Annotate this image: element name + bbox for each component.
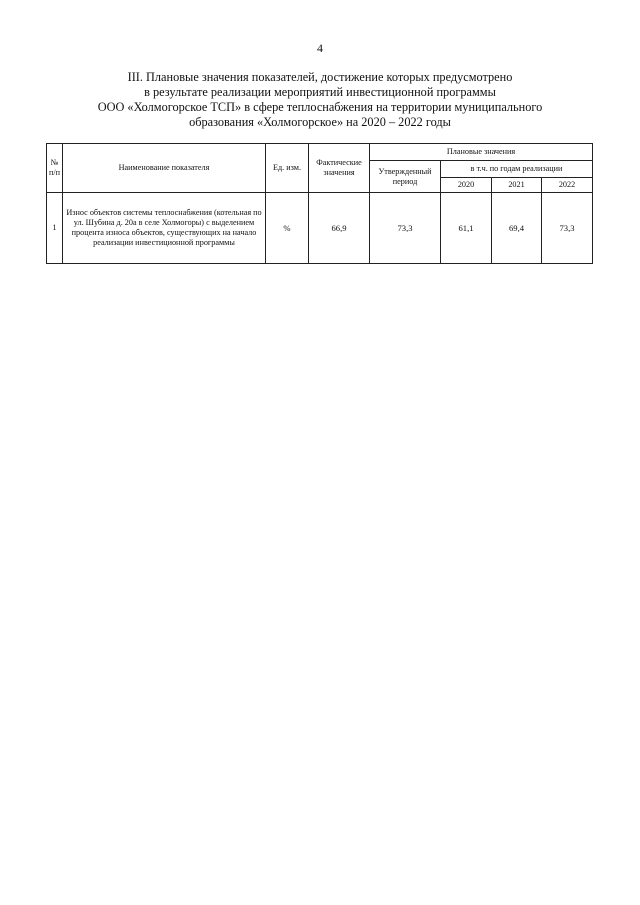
title-line-3: ООО «Холмогорское ТСП» в сфере теплоснабжения на территории муниципального — [97, 100, 543, 114]
header-year-2020: 2020 — [441, 178, 492, 193]
header-approved-period: Утвержденный период — [370, 161, 441, 193]
row-value-2021: 69,4 — [492, 193, 542, 264]
header-year-2021: 2021 — [492, 178, 542, 193]
row-value-2022: 73,3 — [542, 193, 593, 264]
row-value-2020: 61,1 — [441, 193, 492, 264]
row-indicator-name: Износ объектов системы теплоснабжения (котельная по ул. Шубина д. 20а в селе Холмогоры) с выделением процента износа объектов, существующих на начало реализации инвестиционной программы — [63, 193, 266, 264]
title-line-2: в результате реализации мероприятий инвестиционной программы — [144, 85, 496, 99]
header-row-1 — [47, 144, 593, 161]
header-name: Наименование показателя — [63, 144, 266, 193]
header-planned: Плановые значения — [370, 144, 593, 161]
title-line-1: III. Плановые значения показателей, достижение которых предусмотрено — [127, 70, 513, 84]
header-year-2022: 2022 — [542, 178, 593, 193]
row-approved-period: 73,3 — [370, 193, 441, 264]
title-line-4: образования «Холмогорское» на 2020 – 2022 годы — [189, 115, 451, 129]
row-unit: % — [266, 193, 309, 264]
section-title — [60, 70, 580, 130]
row-actual: 66,9 — [309, 193, 370, 264]
row-num: 1 — [47, 193, 63, 264]
table-row — [47, 193, 593, 264]
header-actual: Фактические значения — [309, 144, 370, 193]
header-unit: Ед. изм. — [266, 144, 309, 193]
header-by-years: в т.ч. по годам реализации — [441, 161, 593, 178]
indicators-table — [46, 143, 593, 264]
page-number: 4 — [317, 41, 323, 55]
header-num: № п/п — [47, 144, 63, 193]
